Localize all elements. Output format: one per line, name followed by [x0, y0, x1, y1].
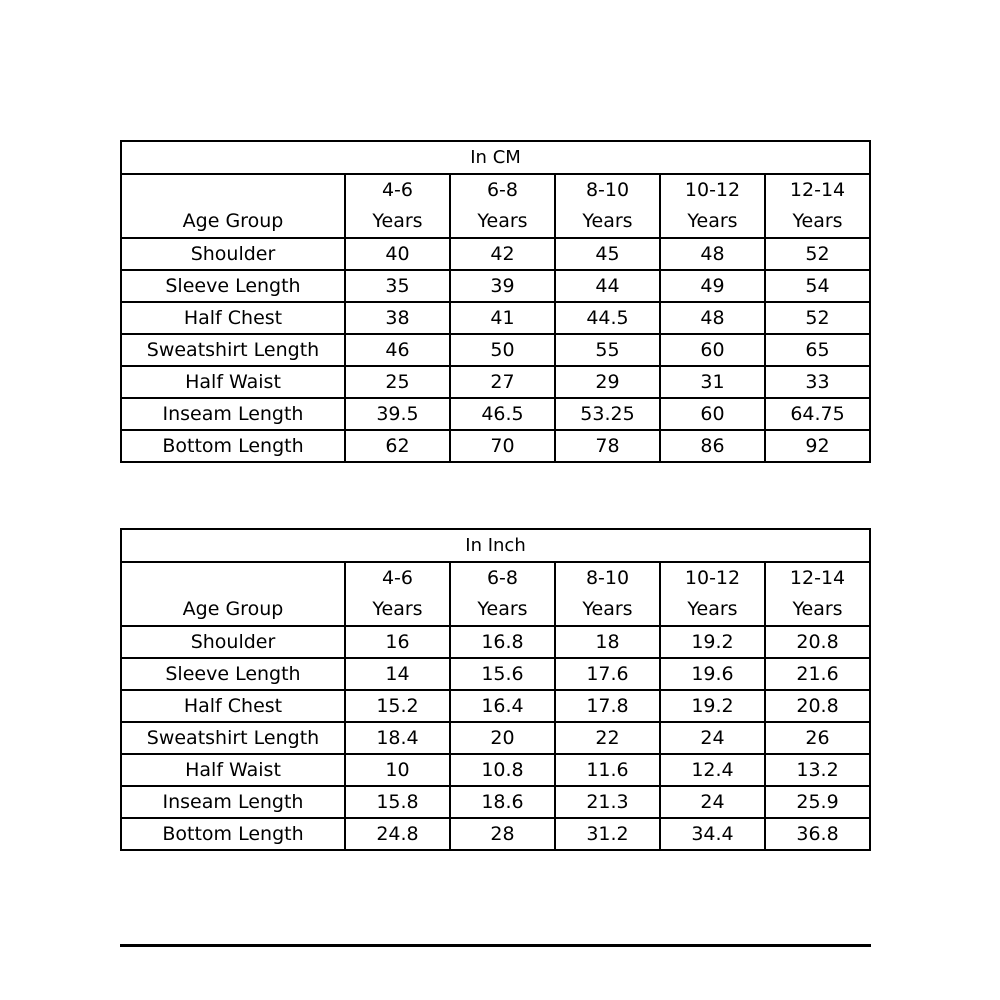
table-cell: 41: [450, 302, 555, 334]
table-row: [121, 658, 870, 690]
table-cell: 49: [660, 270, 765, 302]
table-row: [121, 722, 870, 754]
row-label: Shoulder: [121, 626, 345, 658]
table-cell: 17.8: [555, 690, 660, 722]
column-header-unit: Years: [477, 598, 528, 620]
table-row: [121, 430, 870, 462]
column-header: [765, 562, 870, 626]
age-group-header: Age Group: [121, 174, 345, 238]
table-cell: 19.2: [660, 690, 765, 722]
table-cell: 92: [765, 430, 870, 462]
table-cell: 19.6: [660, 658, 765, 690]
column-header-unit: Years: [792, 210, 843, 232]
table-row: [121, 366, 870, 398]
table-cell: 44: [555, 270, 660, 302]
row-label: Sweatshirt Length: [121, 334, 345, 366]
table-cell: 50: [450, 334, 555, 366]
table-row: [121, 302, 870, 334]
table-cell: 62: [345, 430, 450, 462]
row-label: Shoulder: [121, 238, 345, 270]
table-cell: 22: [555, 722, 660, 754]
row-label: Half Waist: [121, 366, 345, 398]
table-cell: 20.8: [765, 626, 870, 658]
column-header: [345, 174, 450, 238]
table-cell: 17.6: [555, 658, 660, 690]
row-label: Sleeve Length: [121, 658, 345, 690]
table-cell: 33: [765, 366, 870, 398]
table-row: [121, 238, 870, 270]
row-label: Half Chest: [121, 302, 345, 334]
table-caption: In CM: [121, 141, 870, 174]
column-header-range: 6-8: [486, 567, 519, 589]
column-header-range: 12-14: [789, 567, 846, 589]
table-cell: 24.8: [345, 818, 450, 850]
table-cell: 44.5: [555, 302, 660, 334]
table-cell: 11.6: [555, 754, 660, 786]
table-cell: 14: [345, 658, 450, 690]
column-header: [450, 562, 555, 626]
age-group-header: Age Group: [121, 562, 345, 626]
column-header-range: 4-6: [381, 567, 414, 589]
column-header: [660, 174, 765, 238]
table-cell: 45: [555, 238, 660, 270]
row-label: Half Waist: [121, 754, 345, 786]
column-header-range: 12-14: [789, 179, 846, 201]
table-cell: 26: [765, 722, 870, 754]
table-cell: 28: [450, 818, 555, 850]
table-cell: 36.8: [765, 818, 870, 850]
table-cell: 48: [660, 302, 765, 334]
table-cell: 13.2: [765, 754, 870, 786]
table-cell: 35: [345, 270, 450, 302]
table-cell: 18.6: [450, 786, 555, 818]
table-cell: 55: [555, 334, 660, 366]
table-cell: 52: [765, 238, 870, 270]
table-cell: 48: [660, 238, 765, 270]
column-header: [555, 174, 660, 238]
table-cell: 86: [660, 430, 765, 462]
table-cell: 19.2: [660, 626, 765, 658]
table-cell: 64.75: [765, 398, 870, 430]
column-header-unit: Years: [582, 210, 633, 232]
table-cell: 65: [765, 334, 870, 366]
column-header: [660, 562, 765, 626]
row-label: Inseam Length: [121, 398, 345, 430]
table-cell: 29: [555, 366, 660, 398]
table-cell: 46.5: [450, 398, 555, 430]
table-cell: 21.6: [765, 658, 870, 690]
table-cell: 70: [450, 430, 555, 462]
size-table-inch: [120, 528, 871, 851]
table-cell: 15.2: [345, 690, 450, 722]
table-cell: 52: [765, 302, 870, 334]
table-cell: 40: [345, 238, 450, 270]
column-header: [450, 174, 555, 238]
table-cell: 31.2: [555, 818, 660, 850]
table-cell: 15.6: [450, 658, 555, 690]
table-row: [121, 786, 870, 818]
column-header-range: 4-6: [381, 179, 414, 201]
column-header-unit: Years: [687, 598, 738, 620]
table-cell: 16.8: [450, 626, 555, 658]
table-row: [121, 690, 870, 722]
column-header-unit: Years: [372, 598, 423, 620]
row-label: Half Chest: [121, 690, 345, 722]
table-cell: 10.8: [450, 754, 555, 786]
table-cell: 53.25: [555, 398, 660, 430]
table-cell: 39: [450, 270, 555, 302]
table-cell: 20: [450, 722, 555, 754]
table-row: [121, 754, 870, 786]
table-cell: 60: [660, 334, 765, 366]
table-cell: 18.4: [345, 722, 450, 754]
table-cell: 10: [345, 754, 450, 786]
column-header: [555, 562, 660, 626]
column-header-range: 10-12: [684, 179, 741, 201]
table-cell: 25: [345, 366, 450, 398]
column-header-unit: Years: [582, 598, 633, 620]
table-row: [121, 818, 870, 850]
column-header-unit: Years: [372, 210, 423, 232]
row-label: Inseam Length: [121, 786, 345, 818]
table-cell: 38: [345, 302, 450, 334]
column-header-unit: Years: [477, 210, 528, 232]
table-cell: 20.8: [765, 690, 870, 722]
column-header-range: 6-8: [486, 179, 519, 201]
table-cell: 34.4: [660, 818, 765, 850]
table-row: [121, 398, 870, 430]
table-cell: 21.3: [555, 786, 660, 818]
column-header-range: 8-10: [585, 179, 630, 201]
footer-divider: [120, 944, 871, 947]
table-cell: 78: [555, 430, 660, 462]
table-row: [121, 626, 870, 658]
table-cell: 39.5: [345, 398, 450, 430]
table-cell: 24: [660, 722, 765, 754]
table-cell: 25.9: [765, 786, 870, 818]
table-cell: 46: [345, 334, 450, 366]
row-label: Bottom Length: [121, 430, 345, 462]
row-label: Sleeve Length: [121, 270, 345, 302]
table-cell: 31: [660, 366, 765, 398]
table-cell: 15.8: [345, 786, 450, 818]
table-cell: 16.4: [450, 690, 555, 722]
column-header-unit: Years: [687, 210, 738, 232]
size-table-cm: [120, 140, 871, 463]
table-caption: In Inch: [121, 529, 870, 562]
table-cell: 18: [555, 626, 660, 658]
row-label: Bottom Length: [121, 818, 345, 850]
column-header: [765, 174, 870, 238]
table-cell: 27: [450, 366, 555, 398]
table-cell: 54: [765, 270, 870, 302]
row-label: Sweatshirt Length: [121, 722, 345, 754]
table-row: [121, 334, 870, 366]
table-row: [121, 270, 870, 302]
column-header: [345, 562, 450, 626]
column-header-unit: Years: [792, 598, 843, 620]
column-header-range: 10-12: [684, 567, 741, 589]
table-cell: 16: [345, 626, 450, 658]
table-cell: 42: [450, 238, 555, 270]
table-cell: 12.4: [660, 754, 765, 786]
table-cell: 24: [660, 786, 765, 818]
table-cell: 60: [660, 398, 765, 430]
column-header-range: 8-10: [585, 567, 630, 589]
